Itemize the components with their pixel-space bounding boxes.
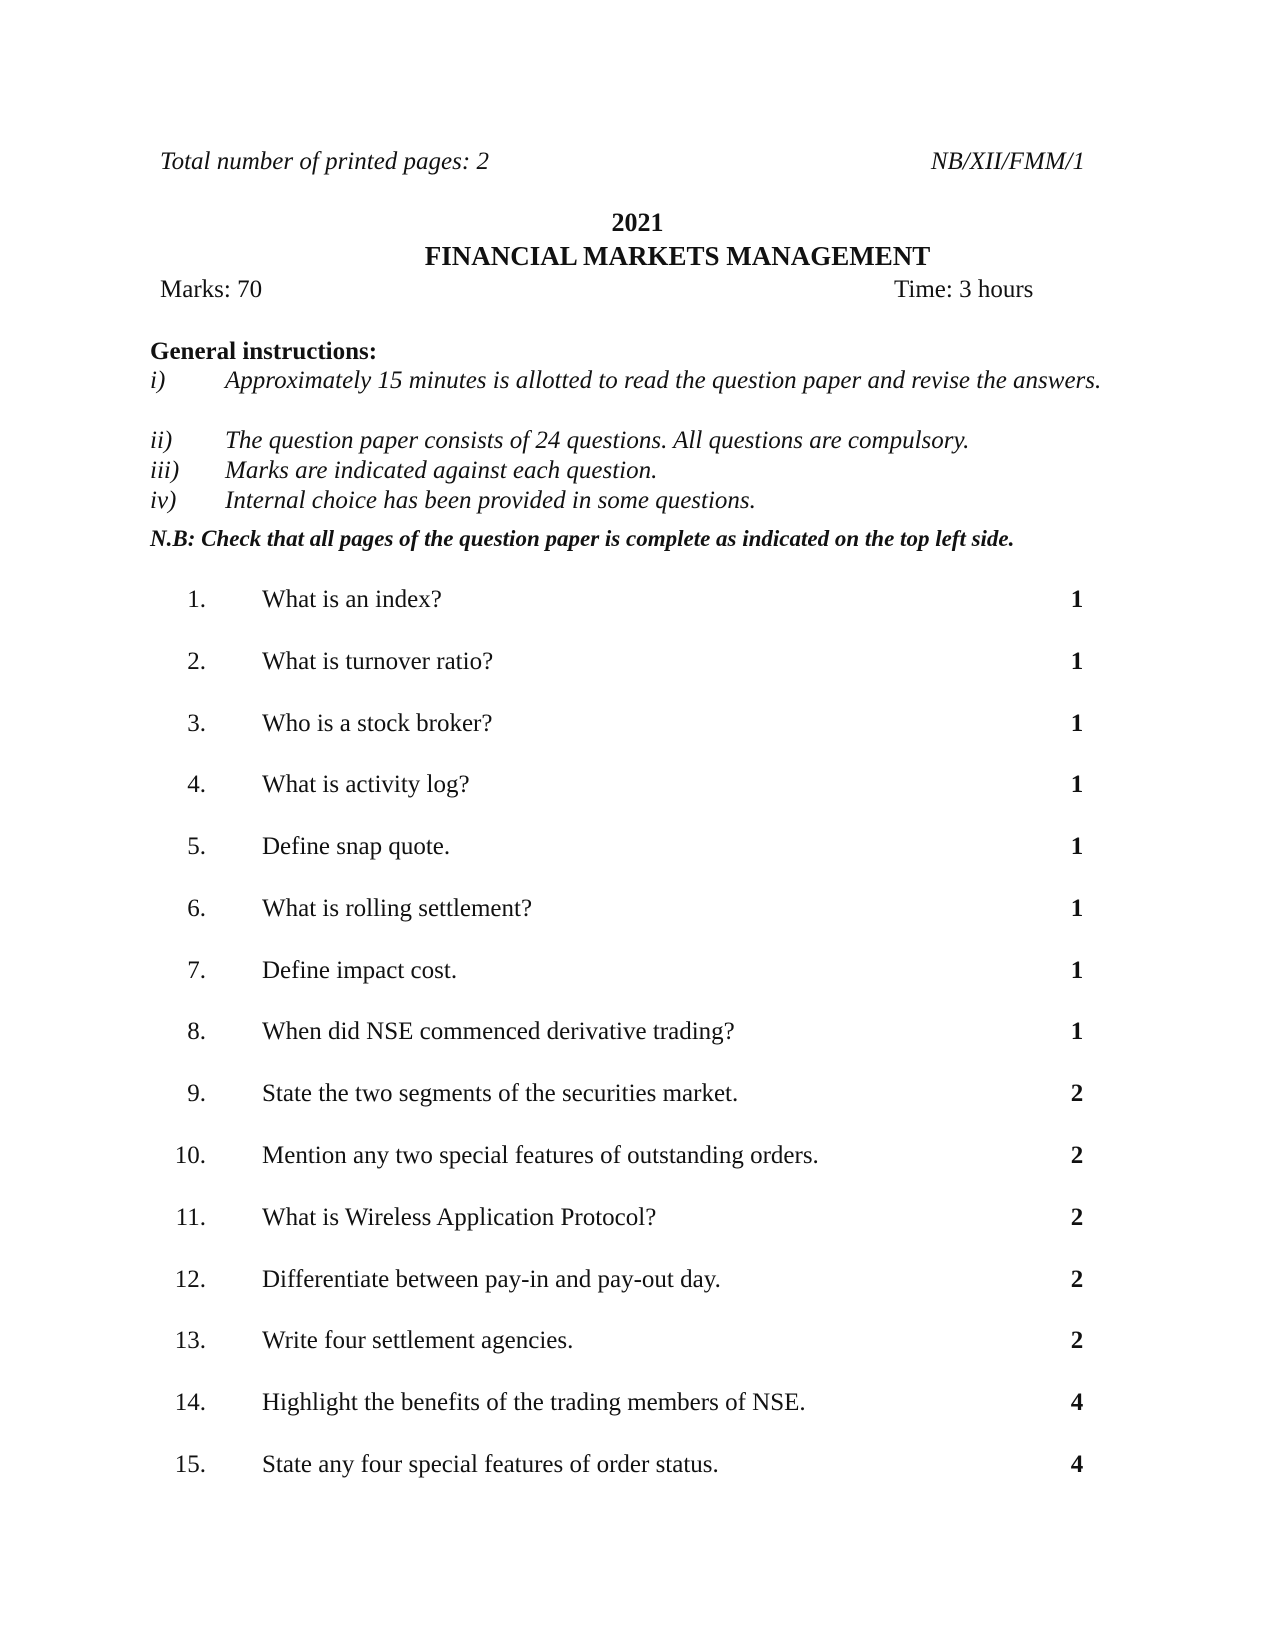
question-text: State any four special features of order status. [262, 1451, 719, 1478]
question-text: Write four settlement agencies. [262, 1327, 574, 1354]
question-number: 12. [174, 1266, 206, 1293]
exam-year: 2021 [611, 208, 664, 237]
question-marks: 2 [1070, 1142, 1084, 1169]
question-marks: 1 [1070, 957, 1084, 984]
question-text: What is Wireless Application Protocol? [262, 1204, 657, 1231]
question-marks: 1 [1070, 833, 1084, 860]
question-row [0, 1266, 1275, 1300]
question-number: 6. [187, 895, 206, 922]
question-number: 11. [175, 1204, 206, 1231]
nb-note: N.B: Check that all pages of the question paper is complete as indicated on the top left side. [150, 526, 1015, 551]
question-text: Differentiate between pay-in and pay-out day. [262, 1266, 721, 1293]
question-row [0, 1080, 1275, 1114]
question-marks: 1 [1070, 648, 1084, 675]
question-row [0, 1018, 1275, 1052]
instruction-number: iii) [150, 457, 180, 484]
question-marks: 1 [1070, 895, 1084, 922]
question-text: State the two segments of the securities market. [262, 1080, 739, 1107]
question-text: Mention any two special features of outstanding orders. [262, 1142, 819, 1169]
question-text: What is rolling settlement? [262, 895, 533, 922]
question-number: 7. [187, 957, 206, 984]
printed-pages-note: Total number of printed pages: 2 [160, 148, 489, 175]
question-marks: 2 [1070, 1204, 1084, 1231]
question-marks: 1 [1070, 771, 1084, 798]
question-marks: 2 [1070, 1080, 1084, 1107]
question-marks: 2 [1070, 1327, 1084, 1354]
instruction-number: ii) [150, 427, 173, 454]
question-number: 13. [174, 1327, 206, 1354]
instructions-title: General instructions: [150, 338, 378, 365]
question-marks: 1 [1070, 1018, 1084, 1045]
question-text: Highlight the benefits of the trading members of NSE. [262, 1389, 806, 1416]
question-number: 3. [187, 710, 206, 737]
question-text: Who is a stock broker? [262, 710, 493, 737]
question-number: 14. [174, 1389, 206, 1416]
paper-code: NB/XII/FMM/1 [930, 148, 1085, 175]
question-row [0, 1327, 1275, 1361]
question-row [0, 957, 1275, 991]
question-text: Define impact cost. [262, 957, 458, 984]
question-marks: 4 [1070, 1389, 1084, 1416]
question-row [0, 1451, 1275, 1485]
question-marks: 2 [1070, 1266, 1084, 1293]
question-number: 2. [187, 648, 206, 675]
instruction-text: Approximately 15 minutes is allotted to read the question paper and revise the answers. [225, 367, 1102, 394]
question-number: 8. [187, 1018, 206, 1045]
instruction-number: i) [150, 367, 166, 394]
instruction-text: The question paper consists of 24 questions. All questions are compulsory. [225, 427, 970, 454]
question-row [0, 833, 1275, 867]
time-allowed: Time: 3 hours [894, 276, 1034, 303]
question-number: 5. [187, 833, 206, 860]
question-row [0, 1389, 1275, 1423]
question-text: What is an index? [262, 586, 442, 613]
question-number: 4. [187, 771, 206, 798]
instruction-text: Marks are indicated against each question. [225, 457, 658, 484]
question-marks: 1 [1070, 710, 1084, 737]
subject-title: FINANCIAL MARKETS MANAGEMENT [424, 241, 931, 271]
total-marks: Marks: 70 [160, 276, 263, 303]
instruction-number: iv) [150, 487, 177, 514]
question-row [0, 648, 1275, 682]
question-text: What is turnover ratio? [262, 648, 494, 675]
question-text: Define snap quote. [262, 833, 451, 860]
instruction-text: Internal choice has been provided in some questions. [225, 487, 756, 514]
question-row [0, 1142, 1275, 1176]
question-text: What is activity log? [262, 771, 470, 798]
question-row [0, 895, 1275, 929]
question-text: When did NSE commenced derivative trading? [262, 1018, 735, 1045]
question-number: 9. [187, 1080, 206, 1107]
question-row [0, 710, 1275, 744]
question-number: 1. [187, 586, 206, 613]
question-marks: 1 [1070, 586, 1084, 613]
question-row [0, 771, 1275, 805]
question-number: 15. [174, 1451, 206, 1478]
question-marks: 4 [1070, 1451, 1084, 1478]
question-row [0, 586, 1275, 620]
question-row [0, 1204, 1275, 1238]
question-number: 10. [174, 1142, 206, 1169]
